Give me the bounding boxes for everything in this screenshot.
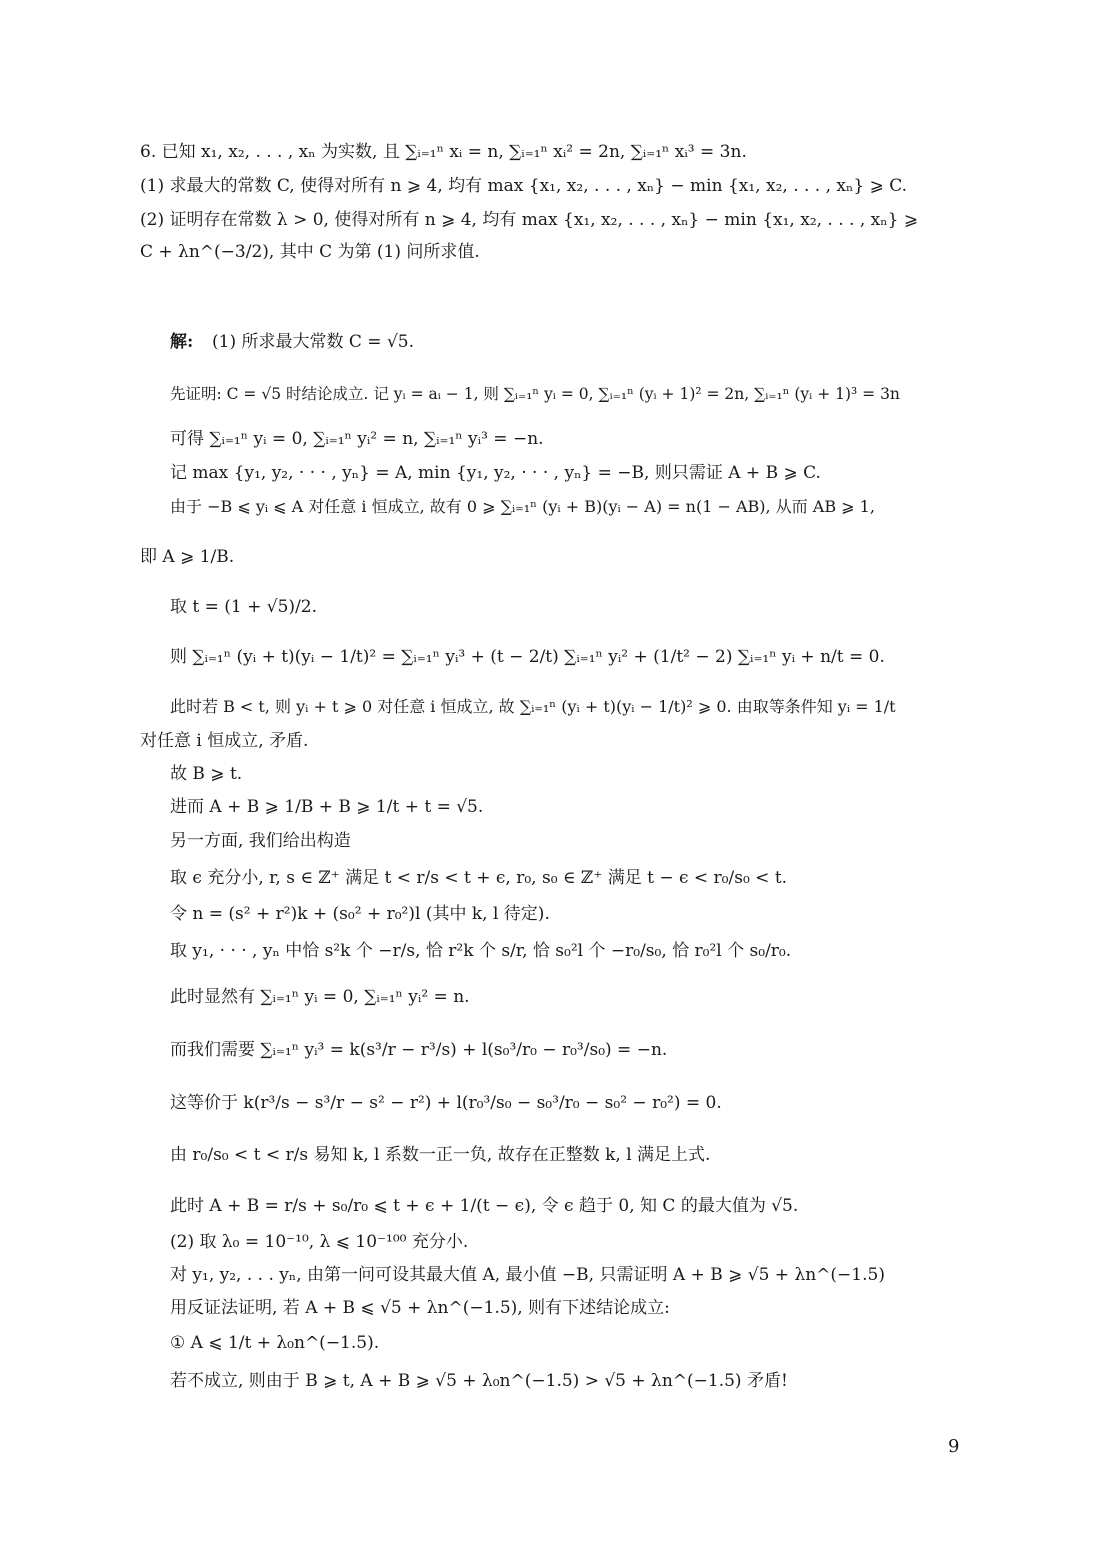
solution-line-8: 则 ∑ᵢ₌₁ⁿ (yᵢ + t)(yᵢ − 1/t)² = ∑ᵢ₌₁ⁿ yᵢ³ + (t − 2/t) ∑ᵢ₌₁ⁿ yᵢ² + (1/t² − 2) ∑ᵢ₌₁ⁿ yᵢ + n/t = 0. <box>170 647 885 667</box>
solution-line-24: 用反证法证明, 若 A + B ⩽ √5 + λn^(−1.5), 则有下述结论成立: <box>170 1298 670 1318</box>
solution-line-25: ① A ⩽ 1/t + λ₀n^(−1.5). <box>170 1333 380 1353</box>
solution-line-9: 此时若 B < t, 则 yᵢ + t ⩾ 0 对任意 i 恒成立, 故 ∑ᵢ₌₁ⁿ (yᵢ + t)(yᵢ − 1/t)² ⩾ 0. 由取等条件知 yᵢ = 1/t <box>170 697 896 716</box>
solution-line-20: 由 r₀/s₀ < t < r/s 易知 k, l 系数一正一负, 故存在正整数 k, l 满足上式. <box>170 1145 711 1165</box>
solution-line-2: 先证明: C = √5 时结论成立. 记 yᵢ = aᵢ − 1, 则 ∑ᵢ₌₁ⁿ yᵢ = 0, ∑ᵢ₌₁ⁿ (yᵢ + 1)² = 2n, ∑ᵢ₌₁ⁿ (yᵢ + 1)³ = 3n <box>170 385 900 403</box>
solution-label: 解: <box>170 332 194 352</box>
solution-line-14: 取 ϵ 充分小, r, s ∈ ℤ⁺ 满足 t < r/s < t + ϵ, r₀, s₀ ∈ ℤ⁺ 满足 t − ϵ < r₀/s₀ < t. <box>170 868 788 888</box>
solution-line-21: 此时 A + B = r/s + s₀/r₀ ⩽ t + ϵ + 1/(t − ϵ), 令 ϵ 趋于 0, 知 C 的最大值为 √5. <box>170 1196 799 1216</box>
problem-line-3: (2) 证明存在常数 λ > 0, 使得对所有 n ⩾ 4, 均有 max {x₁, x₂, . . . , xₙ} − min {x₁, x₂, . . . , xₙ} ⩾ <box>140 210 919 230</box>
problem-line-1: 6. 已知 x₁, x₂, . . . , xₙ 为实数, 且 ∑ᵢ₌₁ⁿ xᵢ = n, ∑ᵢ₌₁ⁿ xᵢ² = 2n, ∑ᵢ₌₁ⁿ xᵢ³ = 3n. <box>140 142 747 162</box>
solution-line-23: 对 y₁, y₂, . . . yₙ, 由第一问可设其最大值 A, 最小值 −B, 只需证明 A + B ⩾ √5 + λn^(−1.5) <box>170 1265 885 1285</box>
solution-line-4: 记 max {y₁, y₂, · · · , yₙ} = A, min {y₁, y₂, · · · , yₙ} = −B, 则只需证 A + B ⩾ C. <box>170 463 821 483</box>
solution-line-13: 另一方面, 我们给出构造 <box>170 831 351 851</box>
problem-line-4: C + λn^(−3/2), 其中 C 为第 (1) 问所求值. <box>140 242 480 262</box>
page-number: 9 <box>948 1436 960 1457</box>
solution-line-6: 即 A ⩾ 1/B. <box>140 547 235 567</box>
solution-line-19: 这等价于 k(r³/s − s³/r − s² − r²) + l(r₀³/s₀ − s₀³/r₀ − s₀² − r₀²) = 0. <box>170 1093 722 1113</box>
solution-line-1: (1) 所求最大常数 C = √5. <box>212 332 414 352</box>
solution-line-11: 故 B ⩾ t. <box>170 764 243 784</box>
solution-line-22: (2) 取 λ₀ = 10⁻¹⁰, λ ⩽ 10⁻¹⁰⁰ 充分小. <box>170 1232 469 1252</box>
solution-line-12: 进而 A + B ⩾ 1/B + B ⩾ 1/t + t = √5. <box>170 797 484 817</box>
solution-line-5: 由于 −B ⩽ yᵢ ⩽ A 对任意 i 恒成立, 故有 0 ⩾ ∑ᵢ₌₁ⁿ (yᵢ + B)(yᵢ − A) = n(1 − AB), 从而 AB ⩾ 1, <box>170 497 875 516</box>
solution-line-26: 若不成立, 则由于 B ⩾ t, A + B ⩾ √5 + λ₀n^(−1.5) > √5 + λn^(−1.5) 矛盾! <box>170 1371 788 1391</box>
solution-line-10: 对任意 i 恒成立, 矛盾. <box>140 731 309 751</box>
solution-line-18: 而我们需要 ∑ᵢ₌₁ⁿ yᵢ³ = k(s³/r − r³/s) + l(s₀³/r₀ − r₀³/s₀) = −n. <box>170 1040 668 1060</box>
solution-line-3: 可得 ∑ᵢ₌₁ⁿ yᵢ = 0, ∑ᵢ₌₁ⁿ yᵢ² = n, ∑ᵢ₌₁ⁿ yᵢ³ = −n. <box>170 429 544 449</box>
solution-line-16: 取 y₁, · · · , yₙ 中恰 s²k 个 −r/s, 恰 r²k 个 s/r, 恰 s₀²l 个 −r₀/s₀, 恰 r₀²l 个 s₀/r₀. <box>170 941 792 961</box>
problem-line-2: (1) 求最大的常数 C, 使得对所有 n ⩾ 4, 均有 max {x₁, x₂, . . . , xₙ} − min {x₁, x₂, . . . , xₙ} ⩾ C. <box>140 176 908 196</box>
solution-line-15: 令 n = (s² + r²)k + (s₀² + r₀²)l (其中 k, l 待定). <box>170 904 550 924</box>
solution-line-7: 取 t = (1 + √5)/2. <box>170 597 318 617</box>
solution-line-17: 此时显然有 ∑ᵢ₌₁ⁿ yᵢ = 0, ∑ᵢ₌₁ⁿ yᵢ² = n. <box>170 987 470 1007</box>
